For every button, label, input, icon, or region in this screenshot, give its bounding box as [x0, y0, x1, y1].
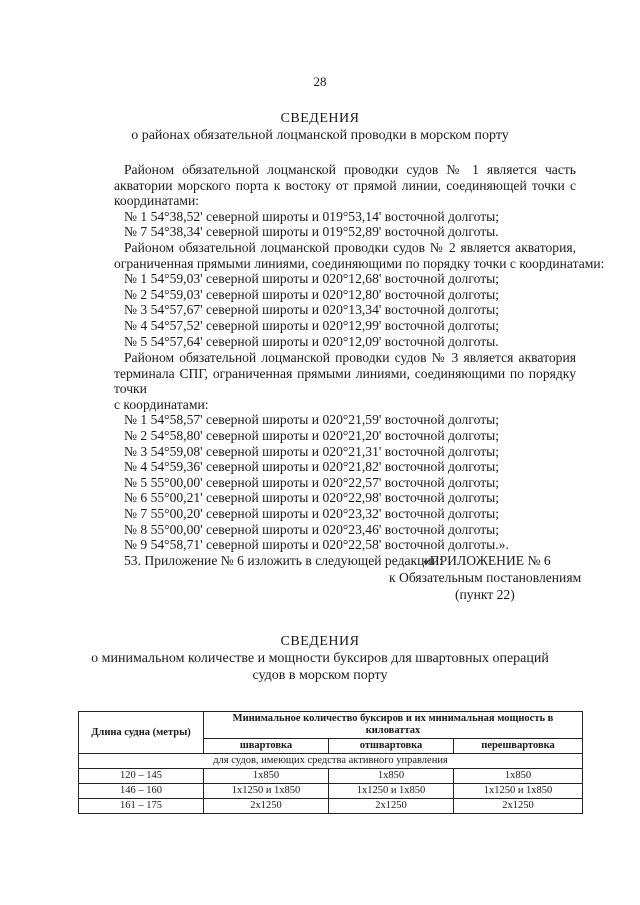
item-53: 53. Приложение № 6 изложить в следующей редакции:: [124, 552, 443, 568]
cell-mooring: 1x850: [204, 769, 329, 784]
header-mooring: швартовка: [204, 739, 329, 754]
district1-block: [114, 162, 576, 240]
cell-length: 161 – 175: [79, 799, 204, 814]
page-number: 28: [313, 74, 327, 89]
section2-subtitle-line1: о минимальном количестве и мощности буксиров для швартовных операций: [91, 651, 549, 666]
table-row: [79, 769, 583, 784]
district3-point: № 9 54°58,71' северной широты и 020°22,58' восточной долготы.».: [124, 537, 509, 553]
table-group-row: [79, 754, 583, 769]
district3-point: № 1 54°58,57' северной широты и 020°21,59' восточной долготы;: [124, 412, 500, 428]
district3-intro-line1: Районом обязательной лоцманской проводки судов № 3 является акватория: [124, 350, 576, 365]
district2-point: № 3 54°57,67' северной широты и 020°13,34' восточной долготы;: [124, 302, 500, 318]
district1-point: № 1 54°38,52' северной широты и 019°53,14' восточной долготы;: [124, 208, 500, 224]
district2-intro-line2: ограниченная прямыми линиями, соединяющими по порядку точки с координатами:: [114, 255, 605, 271]
cell-shifting: 2x1250: [454, 799, 583, 814]
cell-length: 120 – 145: [79, 769, 204, 784]
district1-intro-line2: акватории морского порта к востоку от прямой линии, соединяющей точки с: [114, 177, 576, 193]
district2-point: № 4 54°57,52' северной широты и 020°12,99' восточной долготы;: [124, 317, 500, 333]
district2-intro-line1: Районом обязательной лоцманской проводки судов № 2 является акватория,: [124, 240, 576, 255]
district1-intro-line3: координатами:: [114, 193, 200, 209]
cell-unmooring: 1x850: [329, 769, 454, 784]
table-header-row: [79, 712, 583, 739]
section2-title: СВЕДЕНИЯ: [280, 634, 360, 649]
district3-block: [114, 350, 576, 568]
district2-point: № 5 54°57,64' северной широты и 020°12,09' восточной долготы.: [124, 333, 499, 349]
table-row: [79, 784, 583, 799]
header-tug-requirements: Минимальное количество буксиров и их минимальная мощность в киловаттах: [204, 712, 583, 739]
section1-title: СВЕДЕНИЯ: [280, 111, 360, 126]
district2-block: [114, 240, 605, 349]
appendix-reference: к Обязательным постановлениям: [389, 570, 582, 585]
table-row: [79, 799, 583, 814]
header-vessel-length: Длина судна (метры): [79, 712, 204, 754]
district3-point: № 3 54°59,08' северной широты и 020°21,31' восточной долготы;: [124, 443, 500, 459]
section1-subtitle: о районах обязательной лоцманской проводки в морском порту: [131, 128, 509, 143]
cell-unmooring: 1x1250 и 1x850: [329, 784, 454, 799]
district3-point: № 4 54°59,36' северной широты и 020°21,82' восточной долготы;: [124, 459, 500, 475]
district1-intro-line1: Районом обязательной лоцманской проводки судов № 1 является часть: [124, 162, 576, 177]
header-unmooring: отшвартовка: [329, 739, 454, 754]
district3-intro-line3: с координатами:: [114, 396, 209, 412]
cell-mooring: 1x1250 и 1x850: [204, 784, 329, 799]
tug-requirements-table: [78, 711, 583, 814]
cell-unmooring: 2x1250: [329, 799, 454, 814]
header-shifting: перешвартовка: [454, 739, 583, 754]
district3-point: № 7 55°00,20' северной широты и 020°23,32' восточной долготы;: [124, 505, 500, 521]
district1-point: № 7 54°38,34' северной широты и 019°52,89' восточной долготы.: [124, 224, 499, 240]
appendix-clause: (пункт 22): [455, 587, 515, 602]
appendix-title: «ПРИЛОЖЕНИЕ № 6: [423, 553, 551, 568]
cell-mooring: 2x1250: [204, 799, 329, 814]
district3-intro-line2: терминала СПГ, ограниченная прямыми линиями, соединяющими по порядку точки: [114, 365, 576, 397]
cell-shifting: 1x1250 и 1x850: [454, 784, 583, 799]
district2-point: № 2 54°59,03' северной широты и 020°12,80' восточной долготы;: [124, 286, 500, 302]
cell-shifting: 1x850: [454, 769, 583, 784]
district3-point: № 5 55°00,00' северной широты и 020°22,57' восточной долготы;: [124, 474, 500, 490]
district3-point: № 2 54°58,80' северной широты и 020°21,20' восточной долготы;: [124, 427, 500, 443]
cell-length: 146 – 160: [79, 784, 204, 799]
district2-point: № 1 54°59,03' северной широты и 020°12,68' восточной долготы;: [124, 271, 500, 287]
group-label: для судов, имеющих средства активного управления: [79, 754, 583, 769]
district3-point: № 8 55°00,00' северной широты и 020°23,46' восточной долготы;: [124, 521, 500, 537]
district3-point: № 6 55°00,21' северной широты и 020°22,98' восточной долготы;: [124, 490, 500, 506]
section2-subtitle-line2: судов в морском порту: [252, 668, 388, 683]
